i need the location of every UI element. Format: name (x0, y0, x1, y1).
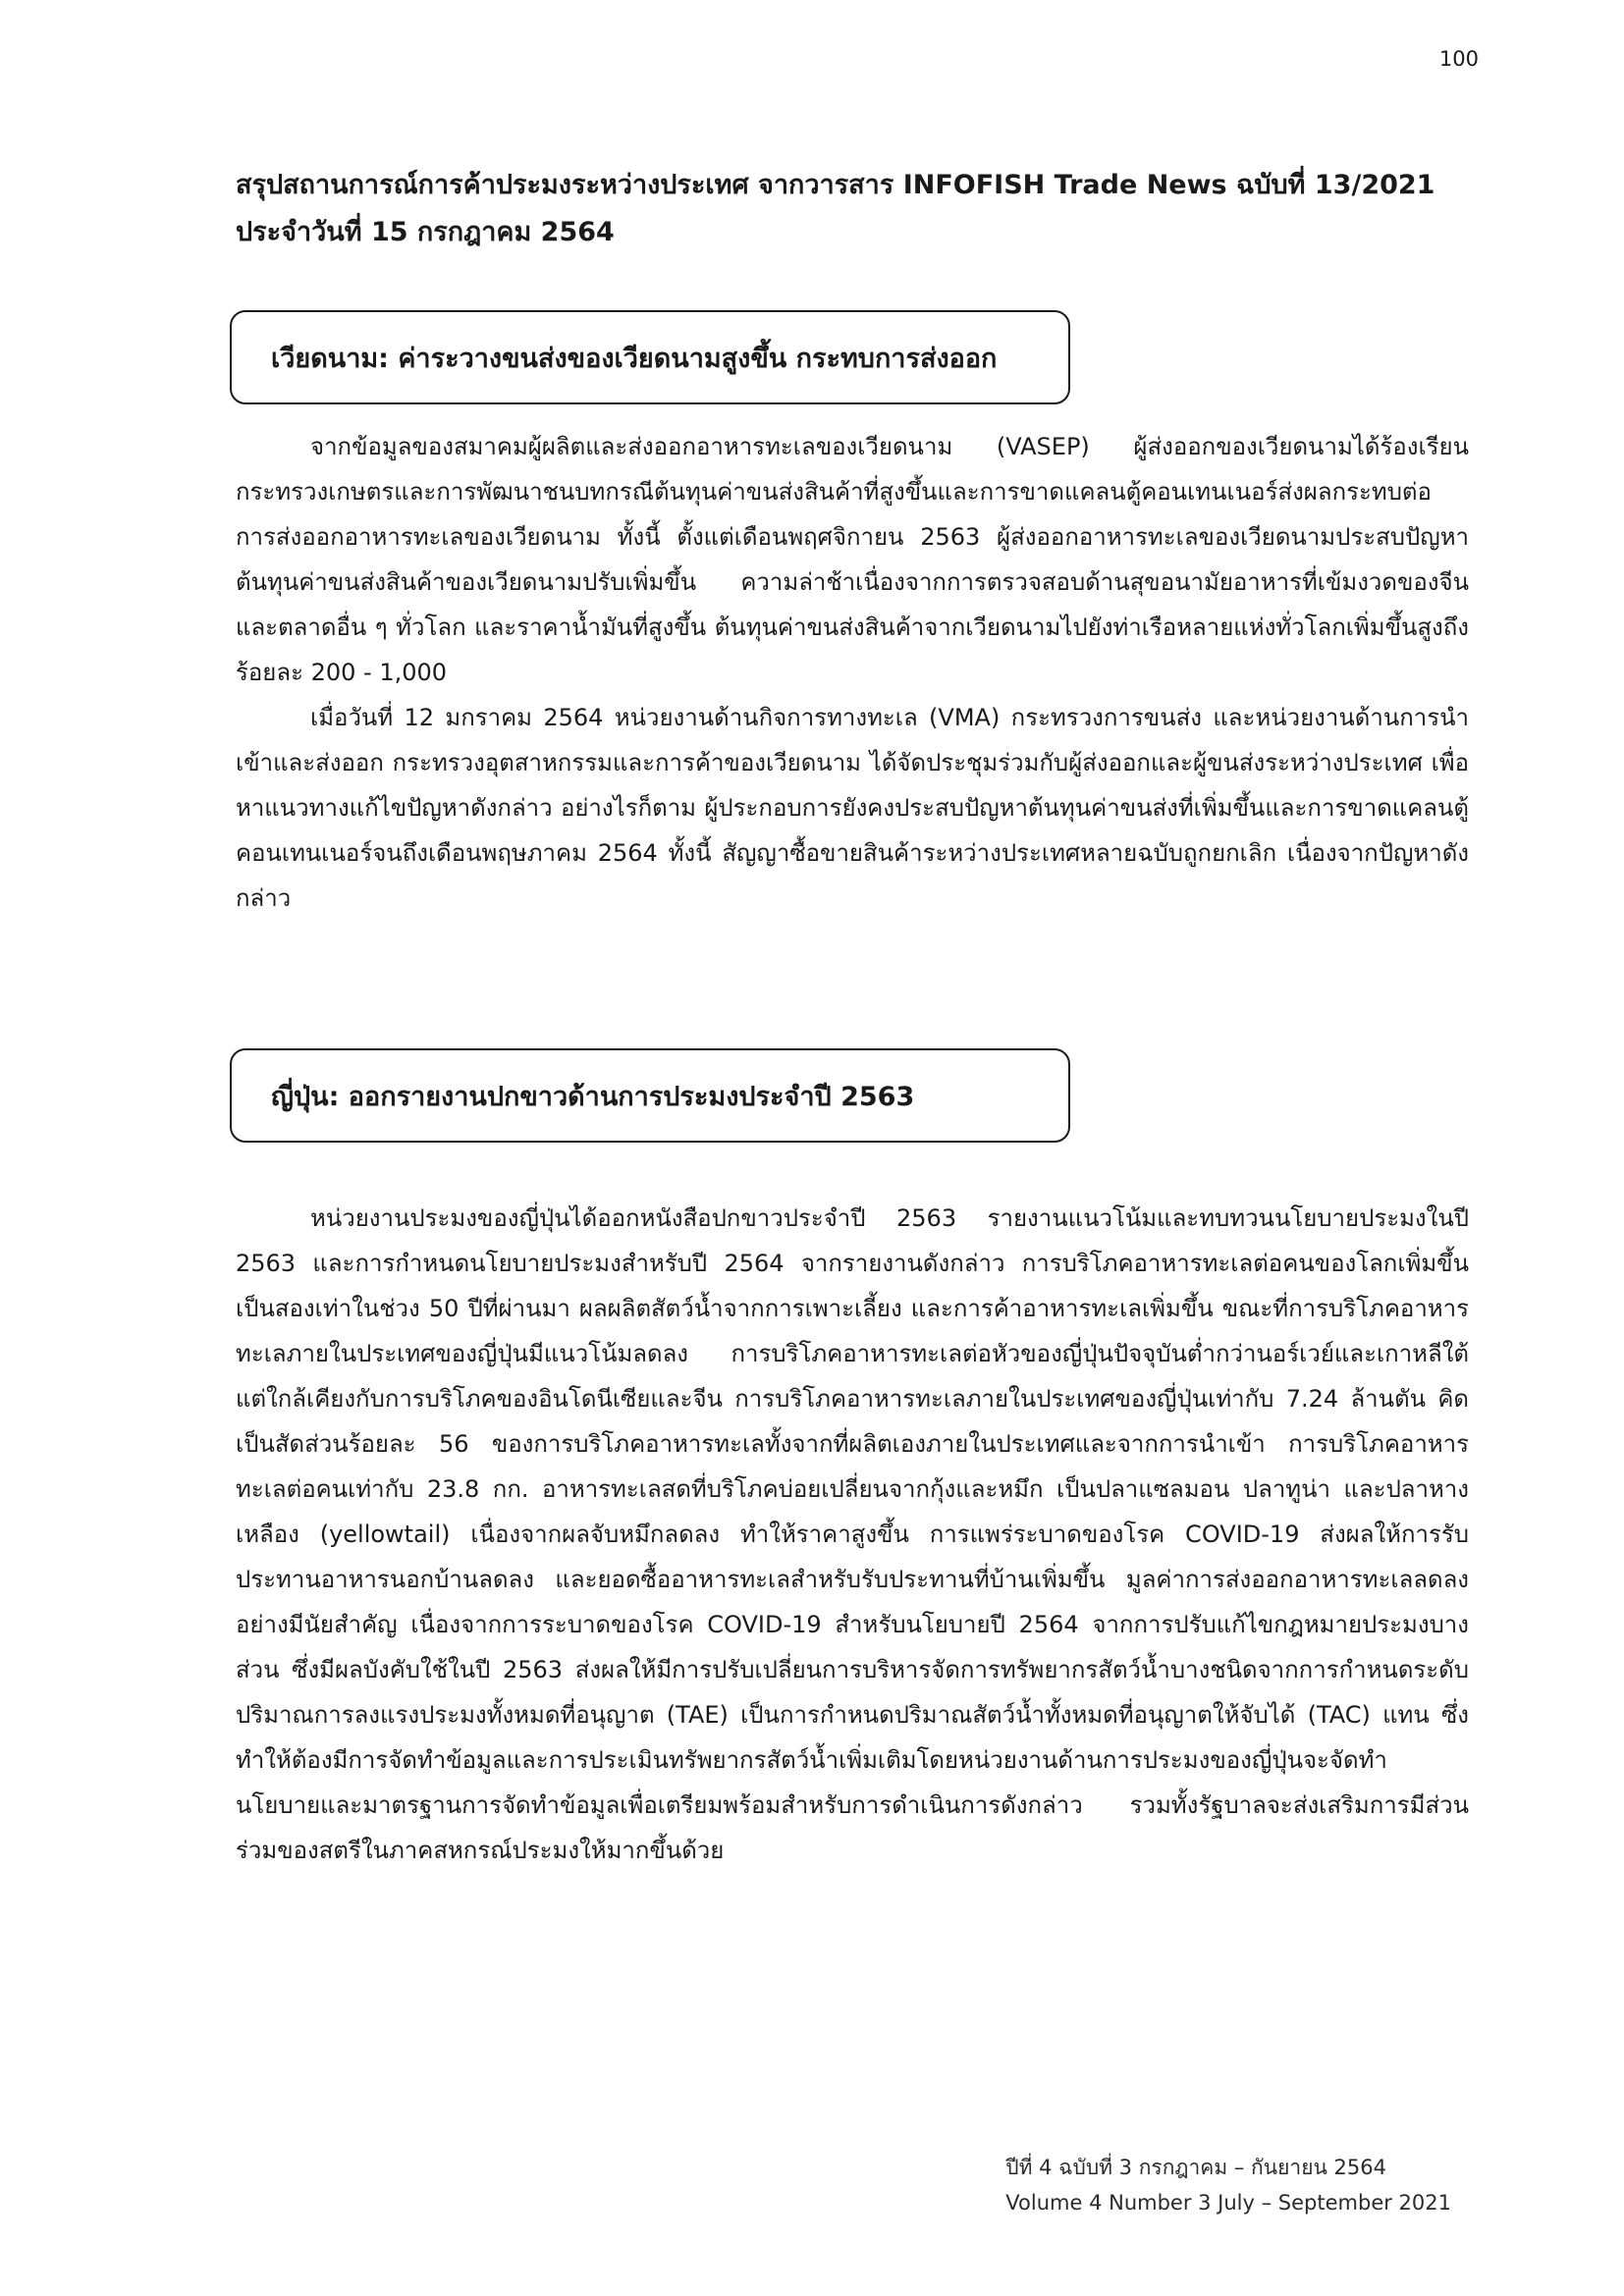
section-heading-text: เวียดนาม: ค่าระวางขนส่งของเวียดนามสูงขึ้น กระทบการส่งออก (271, 343, 998, 374)
document-title (236, 162, 1463, 256)
section-heading-vietnam (230, 310, 1070, 404)
paragraph: เมื่อวันที่ 12 มกราคม 2564 หน่วยงานด้านกิจการทางทะเล (VMA) กระทรวงการขนส่ง และหน่วยงานด้านการนำเข้าและส่งออก กระทรวงอุตสาหกรรมและการค้าของเวียดนาม ได้จัดประชุมร่วมกับผู้ส่งออกและผู้ขนส่งระหว่างประเทศ เพื่อหาแนวทางแก้ไขปัญหาดังกล่าว อย่างไรก็ตาม ผู้ประกอบการยังคงประสบปัญหาต้นทุนค่าขนส่งที่เพิ่มขึ้นและการขาดแคลนตู้คอนเทนเนอร์จนถึงเดือนพฤษภาคม 2564 ทั้งนี้ สัญญาซื้อขายสินค้าระหว่างประเทศหลายฉบับถูกยกเลิก เนื่องจากปัญหาดังกล่าว (236, 704, 1469, 912)
paragraph: จากข้อมูลของสมาคมผู้ผลิตและส่งออกอาหารทะเลของเวียดนาม (VASEP) ผู้ส่งออกของเวียดนามได้ร้องเรียนกระทรวงเกษตรและการพัฒนาชนบทกรณีต้นทุนค่าขนส่งสินค้าที่สูงขึ้นและการขาดแคลนตู้คอนเทนเนอร์ส่งผลกระทบต่อการส่งออกอาหารทะเลของเวียดนาม ทั้งนี้ ตั้งแต่เดือนพฤศจิกายน 2563 ผู้ส่งออกอาหารทะเลของเวียดนามประสบปัญหาต้นทุนค่าขนส่งสินค้าของเวียดนามปรับเพิ่มขึ้น ความล่าช้าเนื่องจากการตรวจสอบด้านสุขอนามัยอาหารที่เข้มงวดของจีนและตลาดอื่น ๆ ทั่วโลก และราคาน้ำมันที่สูงขึ้น ต้นทุนค่าขนส่งสินค้าจากเวียดนามไปยังท่าเรือหลายแห่งทั่วโลกเพิ่มขึ้นสูงถึงร้อยละ 200 - 1,000 (236, 433, 1469, 686)
section-body-japan (236, 1196, 1469, 1873)
footer-line-english: Volume 4 Number 3 July – September 2021 (1005, 2191, 1451, 2215)
paragraph: หน่วยงานประมงของญี่ปุ่นได้ออกหนังสือปกขาวประจำปี 2563 รายงานแนวโน้มและทบทวนนโยบายประมงในปี 2563 และการกำหนดนโยบายประมงสำหรับปี 2564 จากรายงานดังกล่าว การบริโภคอาหารทะเลต่อคนของโลกเพิ่มขึ้นเป็นสองเท่าในช่วง 50 ปีที่ผ่านมา ผลผลิตสัตว์น้ำจากการเพาะเลี้ยง และการค้าอาหารทะเลเพิ่มขึ้น ขณะที่การบริโภคอาหารทะเลภายในประเทศของญี่ปุ่นมีแนวโน้มลดลง การบริโภคอาหารทะเลต่อหัวของญี่ปุ่นปัจจุบันต่ำกว่านอร์เวย์และเกาหลีใต้ แต่ใกล้เคียงกับการบริโภคของอินโดนีเซียและจีน การบริโภคอาหารทะเลภายในประเทศของญี่ปุ่นเท่ากับ 7.24 ล้านตัน คิดเป็นสัดส่วนร้อยละ 56 ของการบริโภคอาหารทะเลทั้งจากที่ผลิตเองภายในประเทศและจากการนำเข้า การบริโภคอาหารทะเลต่อคนเท่ากับ 23.8 กก. อาหารทะเลสดที่บริโภคบ่อยเปลี่ยนจากกุ้งและหมึก เป็นปลาแซลมอน ปลาทูน่า และปลาหางเหลือง (yellowtail) เนื่องจากผลจับหมึกลดลง ทำให้ราคาสูงขึ้น การแพร่ระบาดของโรค COVID-19 ส่งผลให้การรับประทานอาหารนอกบ้านลดลง และยอดซื้ออาหารทะเลสำหรับรับประทานที่บ้านเพิ่มขึ้น มูลค่าการส่งออกอาหารทะเลลดลงอย่างมีนัยสำคัญ เนื่องจากการระบาดของโรค COVID-19 สำหรับนโยบายปี 2564 จากการปรับแก้ไขกฎหมายประมงบางส่วน ซึ่งมีผลบังคับใช้ในปี 2563 ส่งผลให้มีการปรับเปลี่ยนการบริหารจัดการทรัพยากรสัตว์น้ำบางชนิดจากการกำหนดระดับปริมาณการลงแรงประมงทั้งหมดที่อนุญาต (TAE) เป็นการกำหนดปริมาณสัตว์น้ำทั้งหมดที่อนุญาตให้จับได้ (TAC) แทน ซึ่งทำให้ต้องมีการจัดทำข้อมูลและการประเมินทรัพยากรสัตว์น้ำเพิ่มเติมโดยหน่วยงานด้านการประมงของญี่ปุ่นจะจัดทำนโยบายและมาตรฐานการจัดทำข้อมูลเพื่อเตรียมพร้อมสำหรับการดำเนินการดังกล่าว รวมทั้งรัฐบาลจะส่งเสริมการมีส่วนร่วมของสตรีในภาคสหกรณ์ประมงให้มากขึ้นด้วย (236, 1204, 1469, 1864)
page-footer (1005, 2150, 1451, 2220)
title-line-2: ประจำวันที่ 15 กรกฎาคม 2564 (236, 217, 615, 247)
footer-line-thai: ปีที่ 4 ฉบับที่ 3 กรกฎาคม – กันยายน 2564 (1005, 2156, 1386, 2179)
title-line-1: สรุปสถานการณ์การค้าประมงระหว่างประเทศ จากวารสาร INFOFISH Trade News ฉบับที่ 13/2021 (236, 170, 1435, 200)
section-heading-japan (230, 1048, 1070, 1143)
section-heading-text: ญี่ปุ่น: ออกรายงานปกขาวด้านการประมงประจำปี 2563 (271, 1081, 915, 1112)
section-body-vietnam (236, 424, 1469, 921)
page-number: 100 (1438, 47, 1479, 71)
